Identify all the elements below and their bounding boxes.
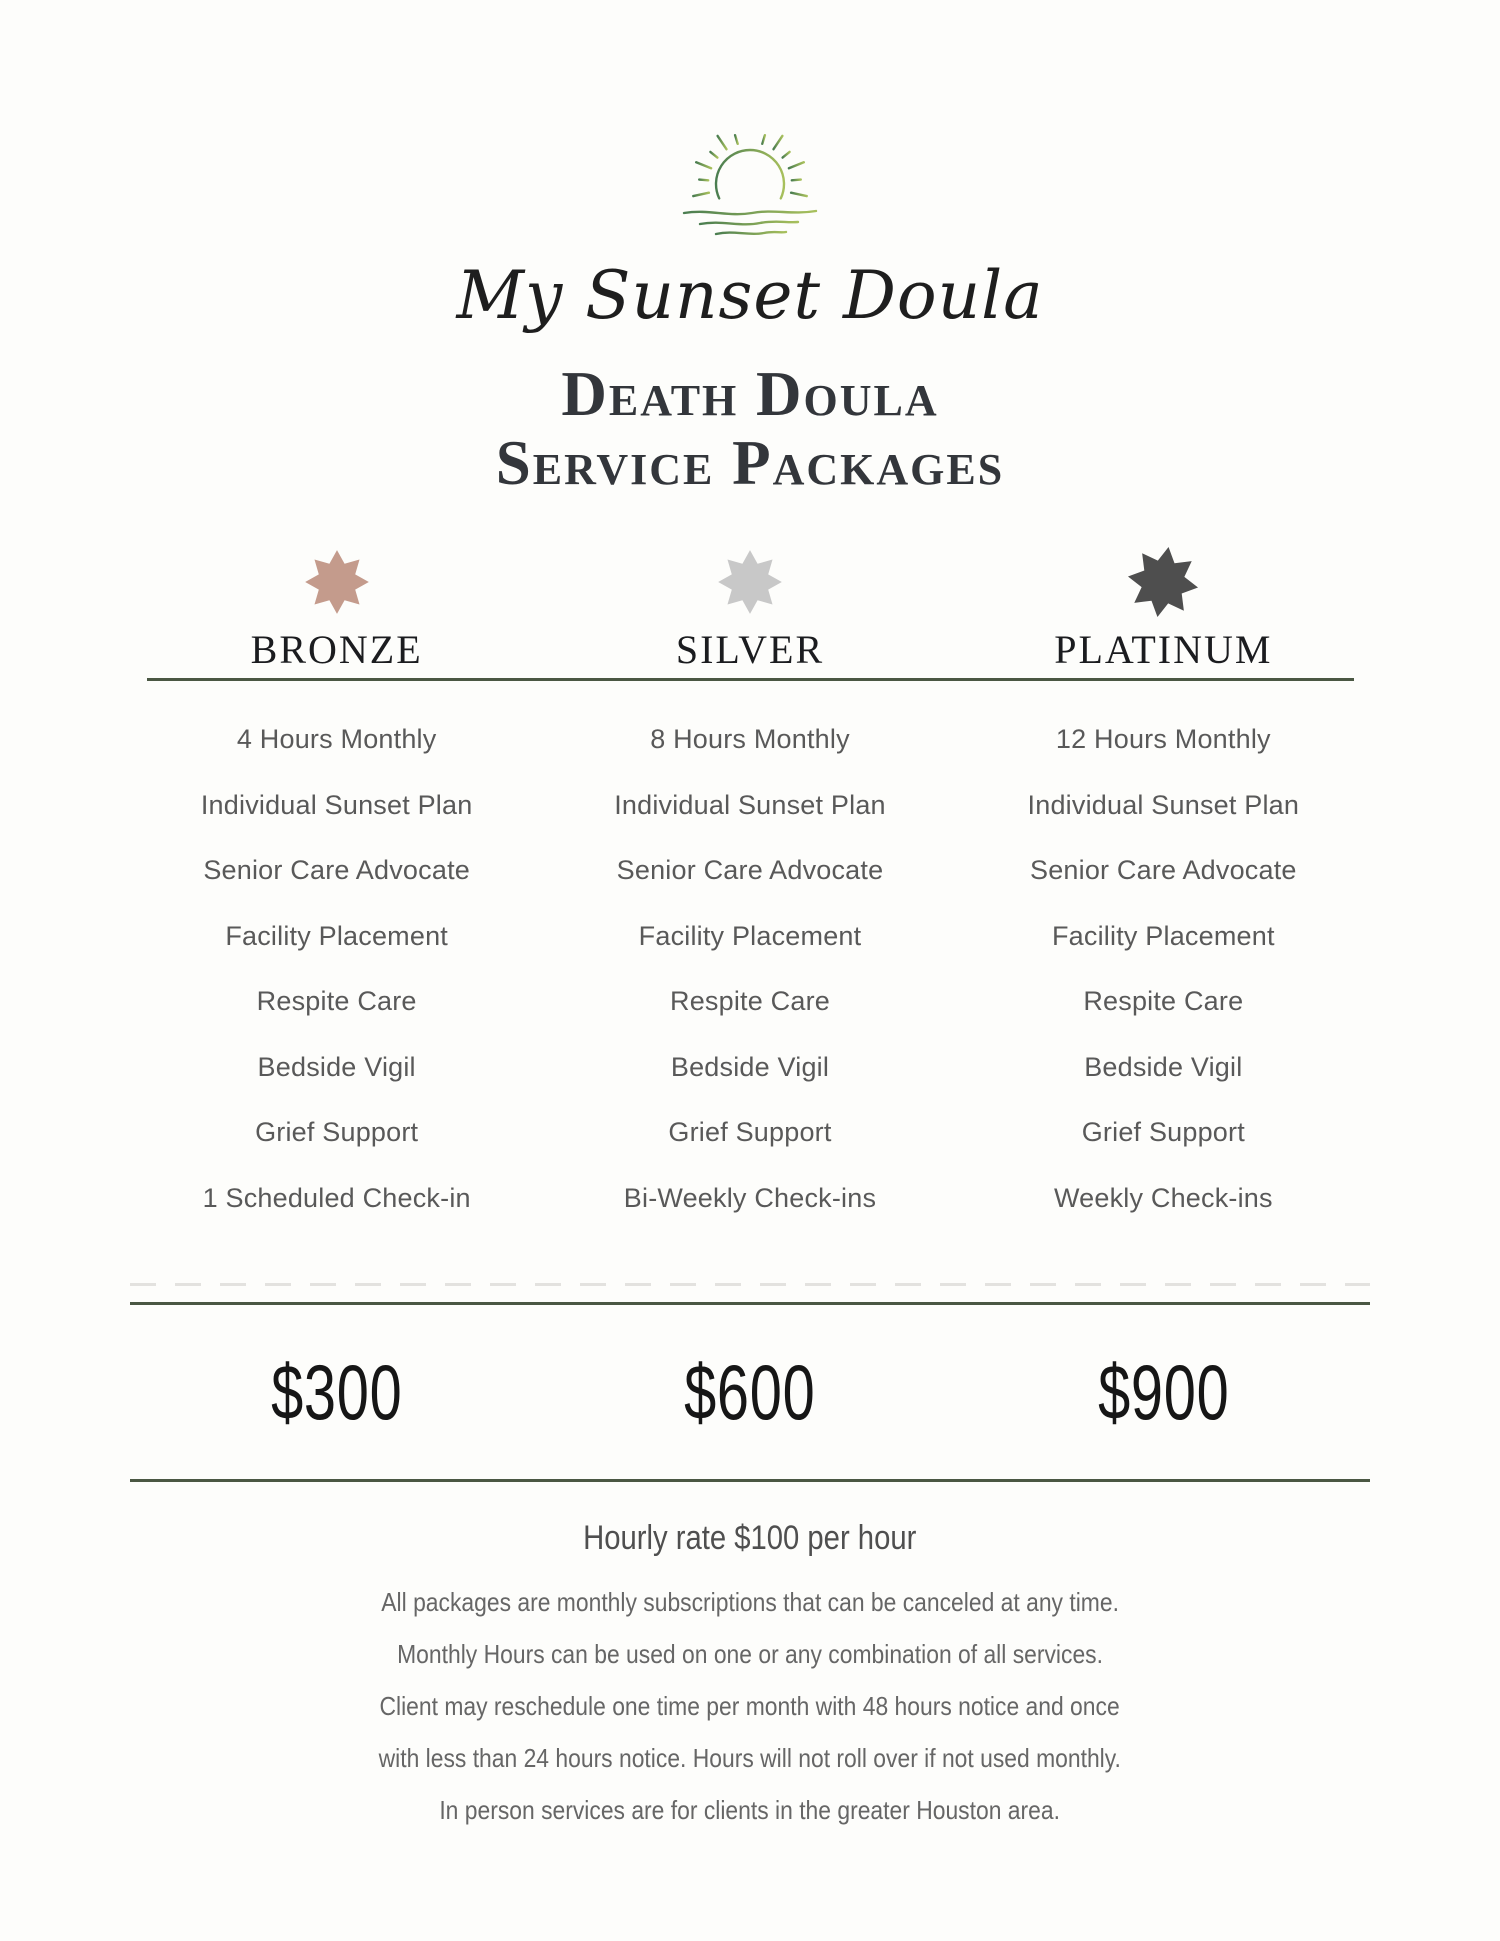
price-label: $900 xyxy=(1097,1347,1230,1436)
feature-item: Individual Sunset Plan xyxy=(614,789,886,820)
bronze-star-icon xyxy=(302,547,372,617)
note-line xyxy=(0,1628,1500,1680)
platinum-feature-list xyxy=(957,707,1370,1231)
footer-notes xyxy=(0,1576,1500,1836)
feature-item: Individual Sunset Plan xyxy=(1027,789,1300,820)
feature-item: Grief Support xyxy=(668,1117,832,1148)
price-bottom-divider-line xyxy=(130,1479,1370,1482)
bronze-feature-list xyxy=(130,707,543,1231)
feature-item: Respite Care xyxy=(1083,986,1244,1017)
tier-stars-row xyxy=(130,542,1370,622)
note-line xyxy=(0,1680,1500,1732)
note-text: with less than 24 hours notice. Hours will not roll over if not used monthly. xyxy=(378,1743,1122,1773)
brand-name-script: My Sunset Doula xyxy=(456,257,1044,334)
tier-prices-row xyxy=(130,1305,1370,1479)
note-text: Monthly Hours can be used on one or any combination of all services. xyxy=(397,1639,1103,1669)
hourly-rate xyxy=(0,1514,1500,1562)
price-label: $300 xyxy=(270,1347,403,1436)
tier-features-row xyxy=(130,681,1370,1261)
water-wave-3 xyxy=(716,232,786,234)
note-line xyxy=(0,1576,1500,1628)
platinum-star-icon xyxy=(1119,537,1208,626)
feature-item: Facility Placement xyxy=(225,920,448,951)
note-text: In person services are for clients in the greater Houston area. xyxy=(439,1795,1061,1825)
feature-item: Individual Sunset Plan xyxy=(200,789,473,820)
tier-header-platinum: PLATINUM xyxy=(1054,626,1273,672)
tier-header-silver: SILVER xyxy=(675,626,825,672)
silver-star-icon xyxy=(715,547,785,617)
platinum-star xyxy=(957,543,1370,621)
dashed-divider-line xyxy=(130,1283,1370,1286)
water-wave-1 xyxy=(684,211,816,214)
feature-item: Bedside Vigil xyxy=(1084,1051,1243,1082)
feature-item: Senior Care Advocate xyxy=(616,855,884,886)
silver-feature-list xyxy=(543,707,956,1231)
silver-price xyxy=(543,1347,956,1438)
feature-item: Respite Care xyxy=(670,986,830,1017)
page-title xyxy=(0,360,1500,498)
tier-header-bronze: BRONZE xyxy=(250,626,423,672)
feature-item: 4 Hours Monthly xyxy=(236,724,437,755)
sunset-over-water-icon xyxy=(640,96,860,246)
feature-item: Grief Support xyxy=(255,1117,419,1148)
note-text: Client may reschedule one time per month with 48 hours notice and once xyxy=(379,1691,1121,1721)
feature-item: 1 Scheduled Check-in xyxy=(202,1182,471,1213)
feature-item: Senior Care Advocate xyxy=(203,855,470,886)
feature-item: Grief Support xyxy=(1081,1117,1245,1148)
page-title-line2: Service Packages xyxy=(495,428,1005,498)
sun-arc xyxy=(716,150,784,198)
feature-item: Bedside Vigil xyxy=(670,1051,830,1082)
tier-headers-row xyxy=(130,622,1370,676)
water-wave-2 xyxy=(700,222,798,225)
feature-item: Facility Placement xyxy=(1051,920,1275,951)
page-title-line1: Death Doula xyxy=(561,359,939,429)
feature-item: Respite Care xyxy=(256,986,417,1017)
feature-item: 8 Hours Monthly xyxy=(650,724,850,755)
note-line xyxy=(0,1732,1500,1784)
silver-star xyxy=(543,547,956,617)
price-label: $600 xyxy=(684,1347,816,1436)
sun-rays xyxy=(693,126,806,196)
feature-item: Bi-Weekly Check-ins xyxy=(623,1182,877,1213)
feature-item: Bedside Vigil xyxy=(257,1051,416,1082)
platinum-price xyxy=(957,1347,1370,1438)
note-text: All packages are monthly subscriptions that can be canceled at any time. xyxy=(381,1587,1119,1617)
bronze-price xyxy=(130,1347,543,1438)
note-line xyxy=(0,1784,1500,1836)
feature-item: 12 Hours Monthly xyxy=(1055,724,1271,755)
brand-logo xyxy=(0,0,1500,248)
feature-item: Facility Placement xyxy=(638,920,862,951)
bronze-star xyxy=(130,547,543,617)
feature-item: Senior Care Advocate xyxy=(1029,855,1297,886)
hourly-rate-text: Hourly rate $100 per hour xyxy=(583,1519,917,1557)
feature-item: Weekly Check-ins xyxy=(1053,1182,1273,1213)
